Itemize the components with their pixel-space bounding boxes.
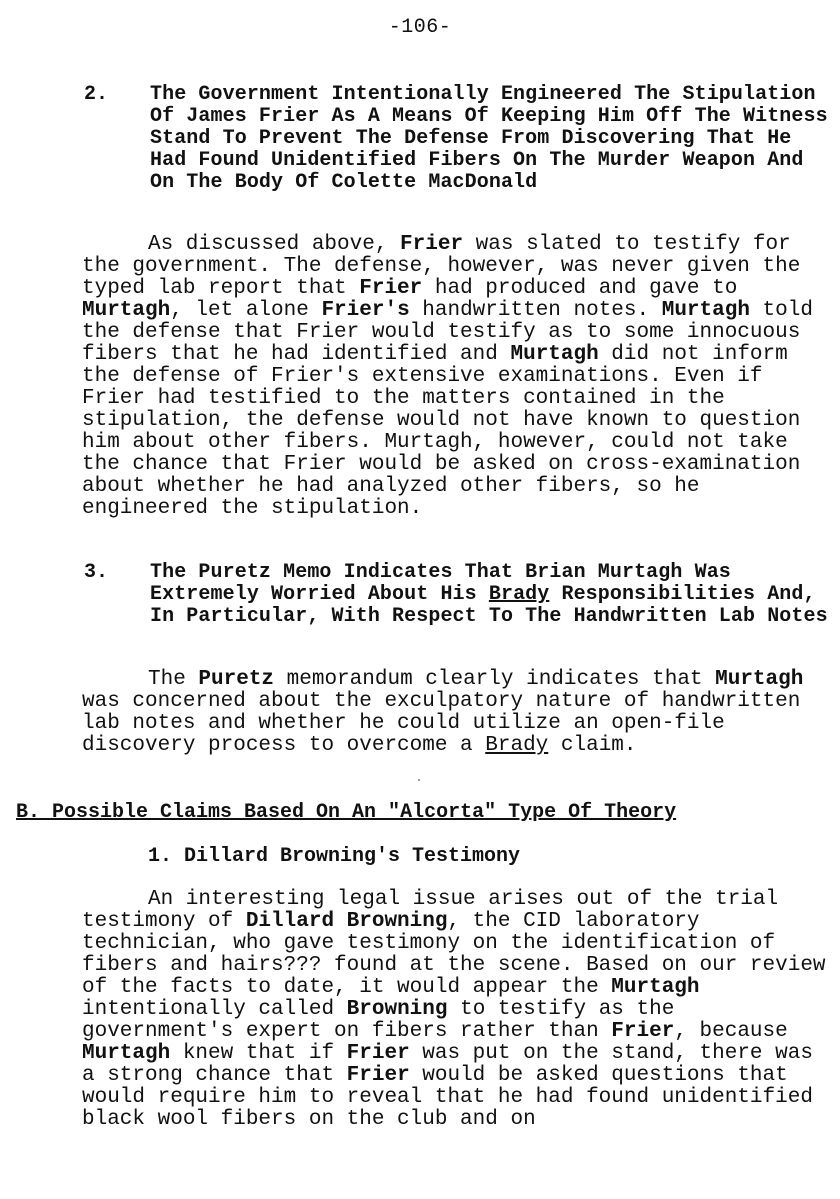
text-run: knew that if	[170, 1042, 347, 1065]
text-run: As discussed above,	[148, 233, 401, 256]
item-2-heading: The Government Intentionally Engineered The Stipulation Of James Frier As A Means Of Keeping Him Off The Witness Stand To Prevent The Defense From Discovering That He Had Found Unidentified Fibers On The Murder Weapon And On The Body Of Colette MacDonald	[150, 83, 828, 194]
text-run: claim.	[548, 734, 637, 757]
bold-name: Murtagh	[82, 1042, 171, 1065]
text-run: was concerned about the exculpatory nature of handwritten lab notes and whether he could utilize an open-file discovery process to overcome a	[82, 690, 801, 757]
item-2-number: 2.	[84, 83, 109, 106]
text-run: , let alone	[170, 299, 322, 322]
text-run: , because	[674, 1020, 788, 1043]
bold-name: Frier's	[321, 299, 410, 322]
text-run: was slated to testify for the government. The defense, however, was never given the typed lab report that	[82, 233, 801, 300]
section-b-paragraph	[82, 889, 834, 1131]
text-run: had produced and gave to	[422, 277, 738, 300]
text-run: told the defense that Frier would testify as to some innocuous fibers that he had identified and	[82, 299, 813, 366]
bold-name: Murtagh	[661, 299, 750, 322]
item-2-paragraph	[82, 234, 834, 520]
text-run: Responsibilities And, In Particular, With Respect To The Handwritten Lab Notes	[150, 583, 828, 628]
bold-name: Browning	[346, 998, 448, 1021]
text-run: An interesting legal issue arises out of the trial testimony of	[82, 888, 779, 933]
scan-speck	[418, 779, 420, 781]
underlined-case-name: Brady	[488, 583, 550, 606]
item-3-number: 3.	[84, 561, 109, 584]
page-number: -106-	[388, 16, 452, 39]
underlined-case-name: Brady	[485, 734, 549, 757]
text-run: would be asked questions that would require him to reveal that he had found unidentified black wool fibers on the club and on	[82, 1064, 813, 1131]
bold-name: Murtagh	[82, 299, 171, 322]
text-run: memorandum clearly indicates that	[274, 668, 716, 691]
text-run: The Puretz Memo Indicates That Brian Murtagh Was Extremely Worried About His	[150, 561, 731, 606]
bold-name: Murtagh	[715, 668, 804, 691]
item-3-heading-block	[84, 562, 834, 628]
bold-name: Frier	[611, 1020, 675, 1043]
text-run: The	[148, 668, 199, 691]
bold-name: Puretz	[198, 668, 275, 691]
text-run: intentionally called	[82, 998, 347, 1021]
text-run: handwritten notes.	[409, 299, 662, 322]
bold-name: Frier	[400, 233, 464, 256]
item-3-paragraph	[82, 669, 834, 757]
text-run: , the CID laboratory technician, who gave testimony on the identification of fibers and hairs??? found at the scene. Based on our review of the facts to date, it would appear the	[82, 910, 826, 999]
section-b-heading: B. Possible Claims Based On An "Alcorta" Type Of Theory	[16, 801, 677, 824]
section-b-subheading: 1. Dillard Browning's Testimony	[148, 845, 521, 868]
bold-name: Frier	[359, 277, 423, 300]
text-run: did not inform the defense of Frier's extensive examinations. Even if Frier had testified to the matters contained in the stipulation, the defense would not have known to question him about other fibers. Murtagh, however, could not take the chance that Frier would be asked on cross-examination about whether he had analyzed other fibers, so he engineered the stipulation.	[82, 343, 801, 520]
bold-name: Murtagh	[611, 976, 700, 999]
text-run: to testify as the government's expert on fibers rather than	[82, 998, 675, 1043]
text-run: was put on the stand, there was a strong chance that	[82, 1042, 813, 1087]
bold-name: Dillard Browning	[245, 910, 448, 933]
bold-name: Frier	[346, 1064, 410, 1087]
bold-name: Frier	[346, 1042, 410, 1065]
bold-name: Murtagh	[510, 343, 599, 366]
item-3-heading	[150, 562, 834, 628]
item-2-heading-block	[84, 84, 834, 194]
